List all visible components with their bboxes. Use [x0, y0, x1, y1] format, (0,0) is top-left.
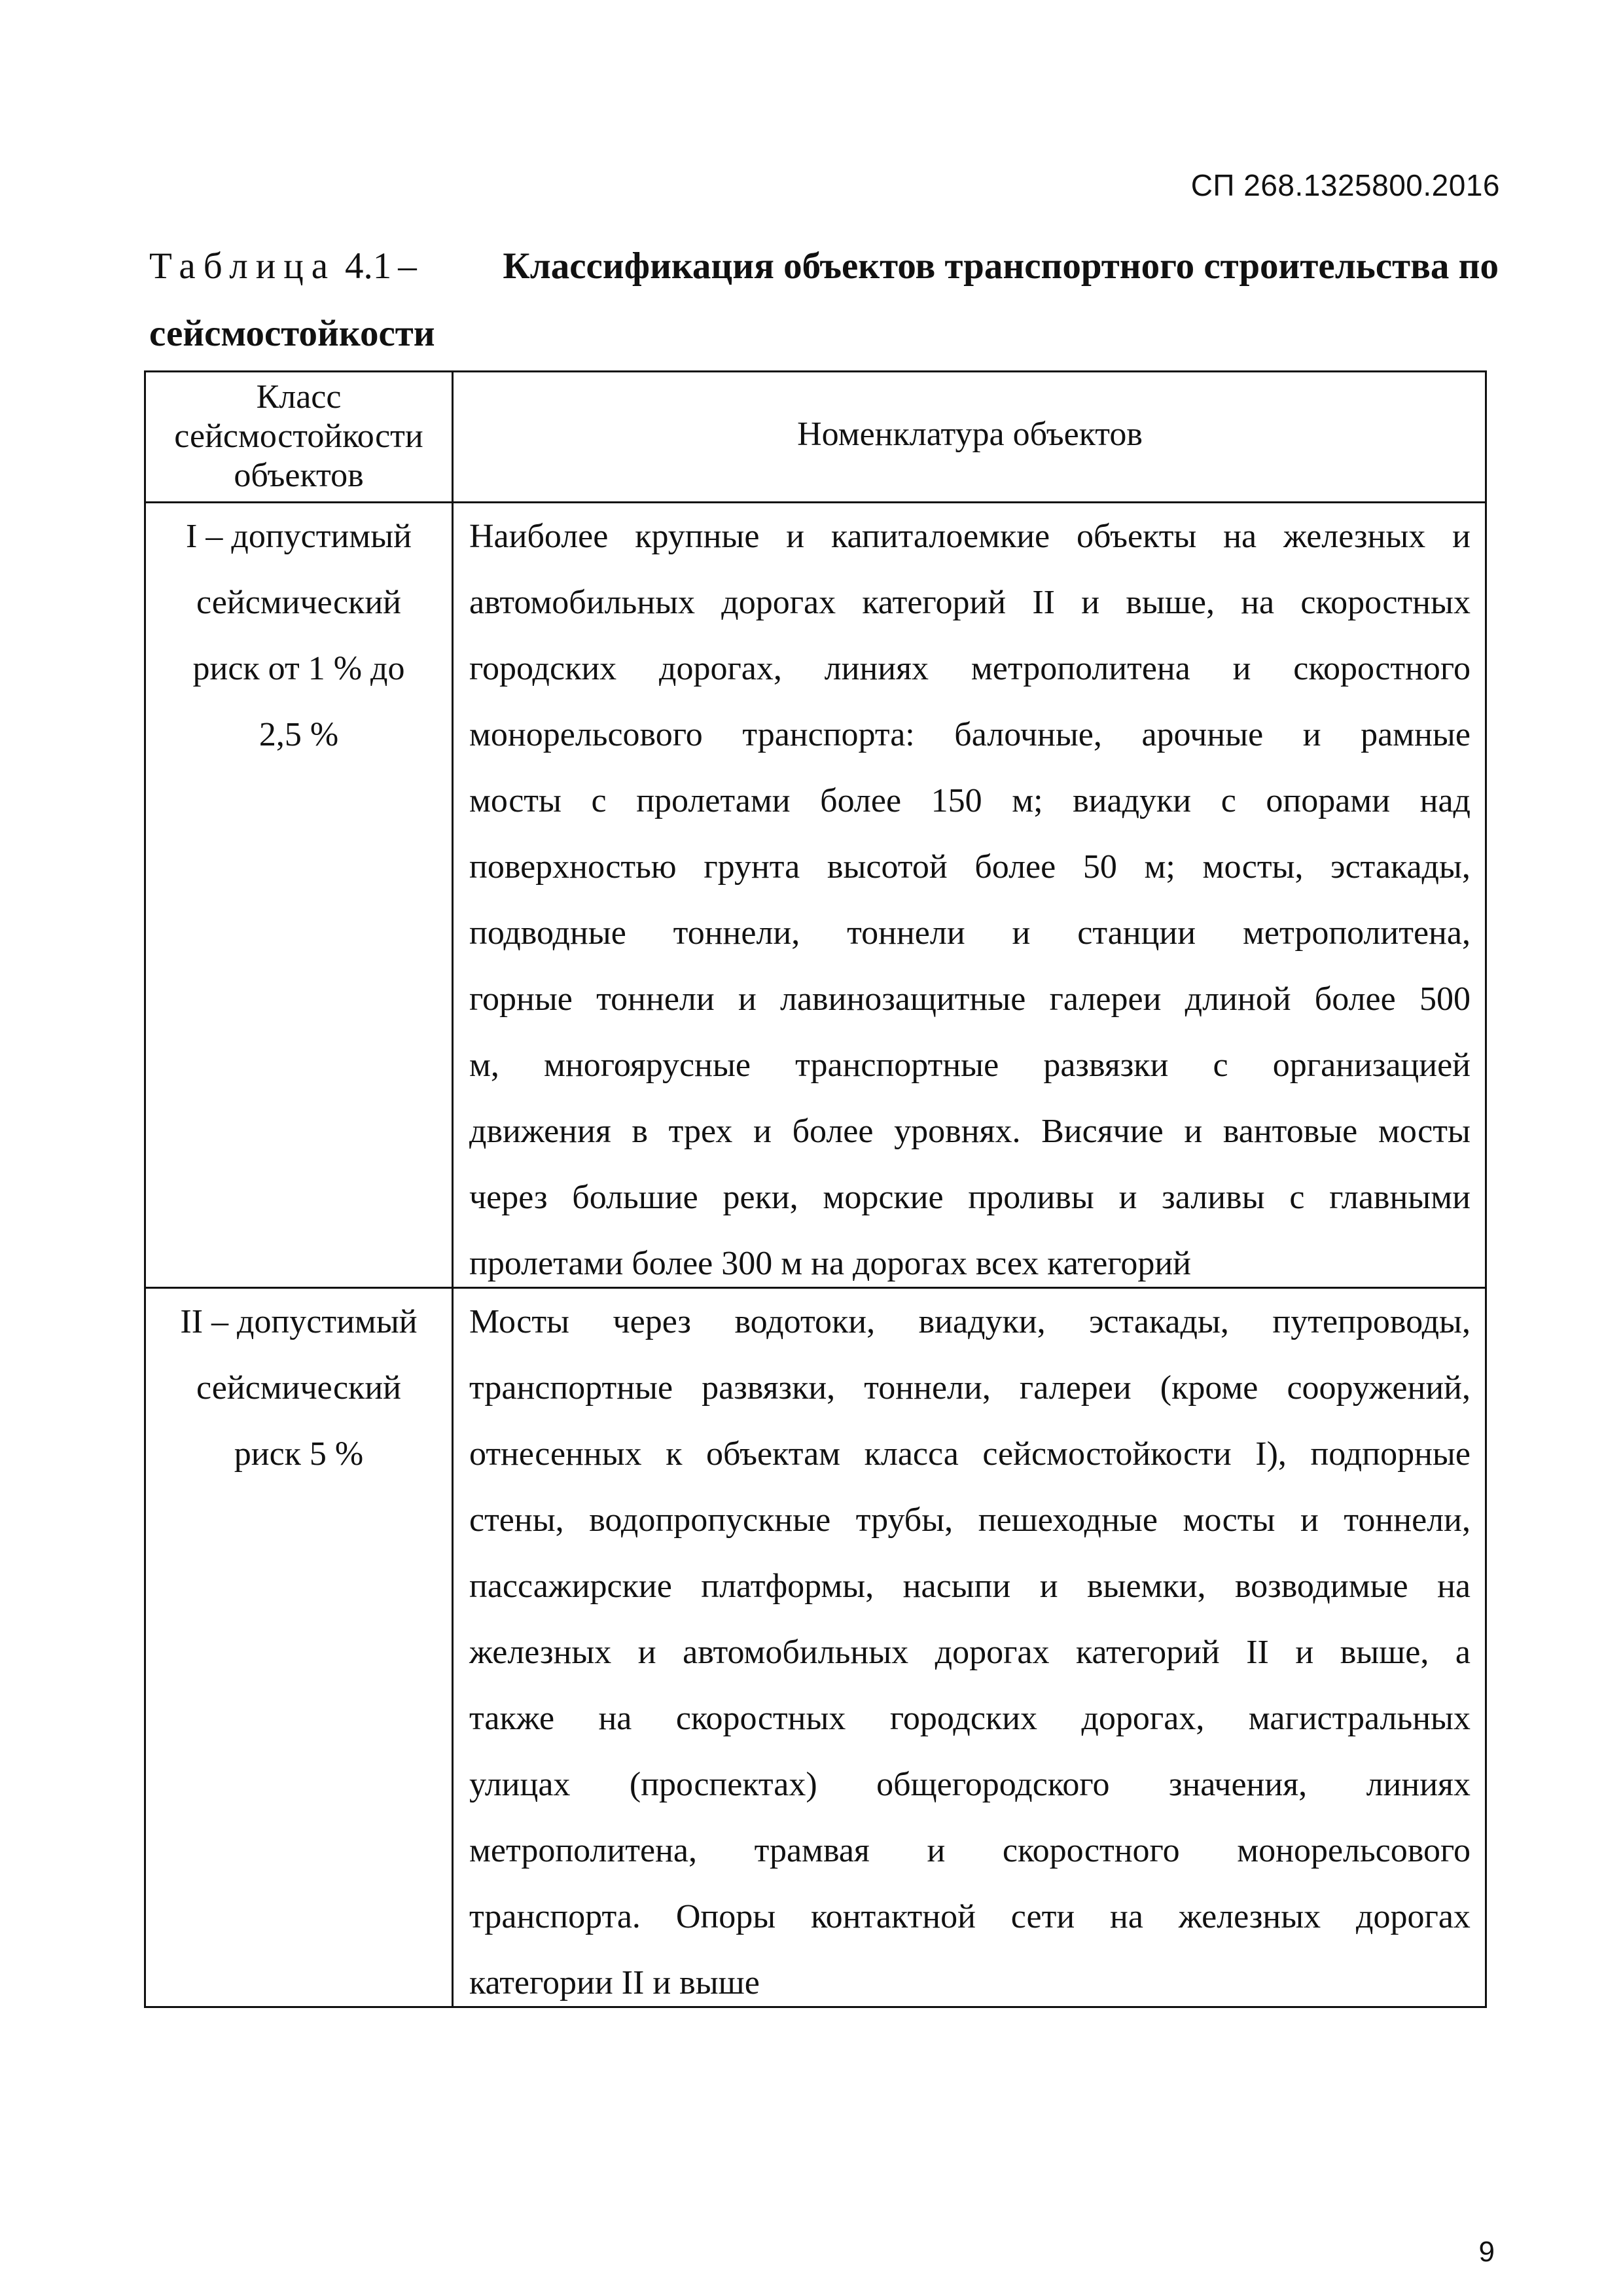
document-code: СП 268.1325800.2016: [1190, 168, 1500, 202]
table-row: [146, 503, 1485, 1289]
header-class-line: сейсмостойкости: [174, 418, 423, 455]
nomenclature-line: пролетами более 300 м на дорогах всех категорий: [469, 1245, 1191, 1282]
caption-title-line-1: Классификация объектов транспортного строительства по: [503, 245, 1499, 287]
nomenclature-line: железных и автомобильных дорогах категорий II и выше, а: [469, 1634, 1471, 1671]
class-line: сейсмический: [196, 1369, 401, 1407]
class-cell: [146, 1289, 454, 2006]
caption-dash: –: [398, 245, 417, 287]
header-class-line: объектов: [234, 457, 364, 494]
nomenclature-line: транспорта. Опоры контактной сети на железных дорогах: [469, 1898, 1471, 1935]
header-nomenclature-cell: [454, 372, 1485, 501]
page-number: 9: [1478, 2236, 1495, 2268]
nomenclature-line: горные тоннели и лавинозащитные галереи длиной более 500: [469, 980, 1471, 1018]
header-class-cell: [146, 372, 454, 501]
nomenclature-cell: [454, 1289, 1485, 2006]
header-nomenclature-label: Номенклатура объектов: [797, 416, 1143, 453]
nomenclature-line: Мосты через водотоки, виадуки, эстакады, путепроводы,: [469, 1303, 1471, 1340]
nomenclature-line: категории II и выше: [469, 1964, 760, 2001]
nomenclature-line: пассажирские платформы, насыпи и выемки, возводимые на: [469, 1568, 1471, 1605]
class-line: 2,5 %: [259, 716, 339, 753]
nomenclature-line: метрополитена, трамвая и скоростного монорельсового: [469, 1832, 1471, 1869]
class-cell: [146, 503, 454, 1287]
nomenclature-line: отнесенных к объектам класса сейсмостойкости I), подпорные: [469, 1435, 1471, 1473]
nomenclature-line: подводные тоннели, тоннели и станции метрополитена,: [469, 914, 1471, 952]
class-line: II – допустимый: [180, 1303, 418, 1340]
nomenclature-line: улицах (проспектах) общегородского значения, линиях: [469, 1766, 1471, 1803]
class-line: риск 5 %: [234, 1435, 364, 1473]
nomenclature-line: стены, водопропускные трубы, пешеходные мосты и тоннели,: [469, 1501, 1471, 1539]
nomenclature-line: м, многоярусные транспортные развязки с организацией: [469, 1047, 1471, 1084]
class-line: сейсмический: [196, 584, 401, 621]
nomenclature-line: движения в трех и более уровнях. Висячие и вантовые мосты: [469, 1113, 1471, 1150]
nomenclature-line: городских дорогах, линиях метрополитена и скоростного: [469, 650, 1471, 687]
nomenclature-line: автомобильных дорогах категорий II и выше, на скоростных: [469, 584, 1471, 621]
nomenclature-line: транспортные развязки, тоннели, галереи (кроме сооружений,: [469, 1369, 1471, 1407]
caption-number: 4.1: [345, 245, 392, 287]
header-class-line: Класс: [256, 378, 342, 416]
class-line: I – допустимый: [186, 518, 412, 555]
nomenclature-line: также на скоростных городских дорогах, магистральных: [469, 1700, 1471, 1737]
caption-prefix: Таблица: [149, 245, 336, 287]
nomenclature-line: Наиболее крупные и капиталоемкие объекты на железных и: [469, 518, 1471, 555]
caption-title-line-2: сейсмостойкости: [149, 313, 435, 354]
table-header-row: [146, 372, 1485, 503]
nomenclature-line: через большие реки, морские проливы и заливы с главными: [469, 1179, 1471, 1216]
class-line: риск от 1 % до: [192, 650, 405, 687]
table-caption: [149, 247, 1499, 286]
nomenclature-line: мосты с пролетами более 150 м; виадуки с опорами над: [469, 782, 1471, 819]
nomenclature-line: поверхностью грунта высотой более 50 м; мосты, эстакады,: [469, 848, 1471, 886]
table-caption-continuation: [149, 314, 1499, 353]
nomenclature-line: монорельсового транспорта: балочные, арочные и рамные: [469, 716, 1471, 753]
nomenclature-cell: [454, 503, 1485, 1287]
classification-table: [144, 370, 1487, 2008]
table-row: [146, 1289, 1485, 2006]
